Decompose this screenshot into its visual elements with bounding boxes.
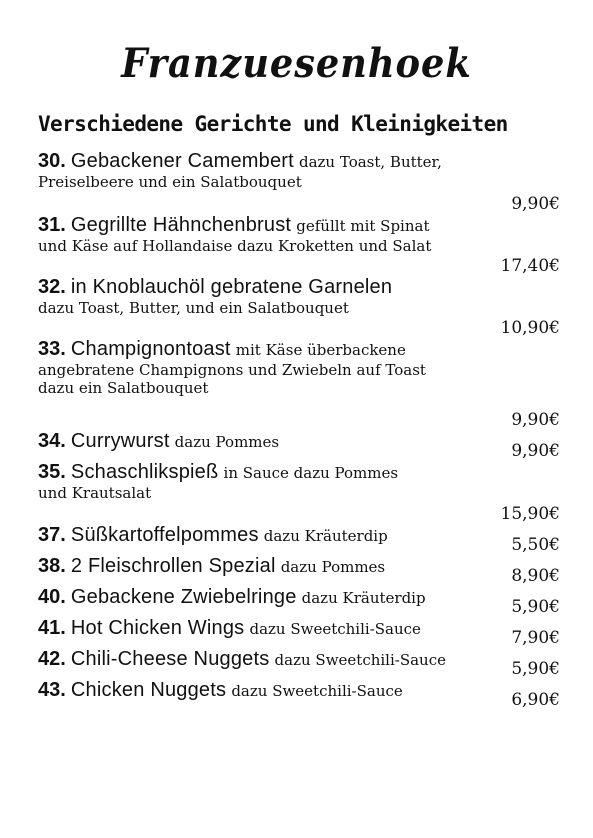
menu-item <box>38 276 560 338</box>
menu-item-description-line: dazu ein Salatbouquet <box>38 379 209 397</box>
menu-item-description: dazu Kräuterdip <box>263 527 388 545</box>
menu-item-price: 5,90€ <box>511 597 560 617</box>
section-title: Verschiedene Gerichte und Kleinigkeiten <box>38 112 508 136</box>
menu-item <box>38 524 560 555</box>
menu-item-text <box>38 276 493 317</box>
menu-item-description: dazu Kräuterdip <box>301 589 426 607</box>
menu-item-number: 30. <box>38 150 66 172</box>
menu-item-name: Currywurst <box>70 430 170 452</box>
menu-item <box>38 461 560 524</box>
menu-item-name: Süßkartoffelpommes <box>70 524 259 546</box>
menu-item <box>38 679 560 710</box>
menu-item-description-line: Preiselbeere und ein Salatbouquet <box>38 173 302 191</box>
menu-item <box>38 648 560 679</box>
menu-item-number: 37. <box>38 524 66 546</box>
menu-item-line <box>38 586 493 609</box>
menu-item-description: dazu Toast, Butter, <box>298 153 442 171</box>
menu-item-price: 9,90€ <box>511 441 560 461</box>
menu-item <box>38 617 560 648</box>
menu-item-price: 9,90€ <box>511 194 560 214</box>
menu-item-name: Gebackener Camembert <box>70 150 294 172</box>
menu-item-text <box>38 150 493 191</box>
menu-item-description: dazu Sweetchili-Sauce <box>274 651 446 669</box>
menu-item-price: 5,50€ <box>511 535 560 555</box>
menu-item-line <box>38 524 493 547</box>
menu-item-line <box>38 461 493 484</box>
menu-item-price: 5,90€ <box>511 659 560 679</box>
menu-item-number: 43. <box>38 679 66 701</box>
menu-item-number: 42. <box>38 648 66 670</box>
menu-item-price: 6,90€ <box>511 690 560 710</box>
menu-item-price: 17,40€ <box>500 256 560 276</box>
menu-item-name: Chili-Cheese Nuggets <box>70 648 270 670</box>
menu-item-name: 2 Fleischrollen Spezial <box>70 555 276 577</box>
menu-item-number: 41. <box>38 617 66 639</box>
menu-item-number: 34. <box>38 430 66 452</box>
menu-item-name: Gegrillte Hähnchenbrust <box>70 214 292 236</box>
menu-item-line <box>38 679 493 702</box>
menu-item-description: dazu Pommes <box>174 433 280 451</box>
menu-item-text <box>38 586 493 609</box>
menu-item-name: Schaschlikspieß <box>70 461 219 483</box>
menu-item-line <box>38 338 493 361</box>
menu-item-text <box>38 648 493 671</box>
menu-item-description: in Sauce dazu Pommes <box>223 464 399 482</box>
menu-item-text <box>38 338 493 397</box>
menu-item-line <box>38 430 493 453</box>
menu-item <box>38 586 560 617</box>
menu-item-number: 35. <box>38 461 66 483</box>
menu-item <box>38 430 560 461</box>
menu-item-description: dazu Sweetchili-Sauce <box>249 620 421 638</box>
menu-item-line <box>38 617 493 640</box>
menu-item <box>38 214 560 276</box>
menu-item-description: dazu Pommes <box>280 558 386 576</box>
menu-item-number: 40. <box>38 586 66 608</box>
menu-item-line <box>38 555 493 578</box>
menu-item-price: 8,90€ <box>511 566 560 586</box>
menu-item-line <box>38 214 493 237</box>
menu-item-number: 31. <box>38 214 66 236</box>
menu-item-line <box>38 648 493 671</box>
menu-item-name: Chicken Nuggets <box>70 679 227 701</box>
menu-item-text <box>38 524 493 547</box>
menu-item-line <box>38 276 493 299</box>
menu-items-list <box>38 150 560 710</box>
menu-item-number: 38. <box>38 555 66 577</box>
menu-item-description: mit Käse überbackene <box>235 341 406 359</box>
menu-item-name: Gebackene Zwiebelringe <box>70 586 297 608</box>
menu-item-name: in Knoblauchöl gebratene Garnelen <box>70 276 393 298</box>
menu-item-price: 15,90€ <box>500 504 560 524</box>
menu-item-text <box>38 214 493 255</box>
menu-item-description-line: und Käse auf Hollandaise dazu Kroketten und Salat <box>38 237 432 255</box>
menu-item-description: dazu Sweetchili-Sauce <box>231 682 403 700</box>
menu-item-description-line: angebratene Champignons und Zwiebeln auf Toast <box>38 361 426 379</box>
menu-item-text <box>38 430 493 453</box>
menu-item-text <box>38 461 493 502</box>
menu-item-price: 7,90€ <box>511 628 560 648</box>
menu-item-description: gefüllt mit Spinat <box>296 217 430 235</box>
menu-item-description-line: dazu Toast, Butter, und ein Salatbouquet <box>38 299 349 317</box>
menu-item-price: 10,90€ <box>500 318 560 338</box>
menu-item <box>38 555 560 586</box>
menu-item-name: Hot Chicken Wings <box>70 617 245 639</box>
menu-item-line <box>38 150 493 173</box>
menu-item-price: 9,90€ <box>511 410 560 430</box>
menu-item-number: 33. <box>38 338 66 360</box>
restaurant-title: Franzuesenhoek <box>121 40 472 87</box>
menu-item-text <box>38 679 493 702</box>
menu-item <box>38 338 560 430</box>
menu-item <box>38 150 560 214</box>
menu-item-number: 32. <box>38 276 66 298</box>
menu-item-text <box>38 555 493 578</box>
menu-item-description-line: und Krautsalat <box>38 484 152 502</box>
menu-item-text <box>38 617 493 640</box>
menu-item-name: Champignontoast <box>70 338 231 360</box>
